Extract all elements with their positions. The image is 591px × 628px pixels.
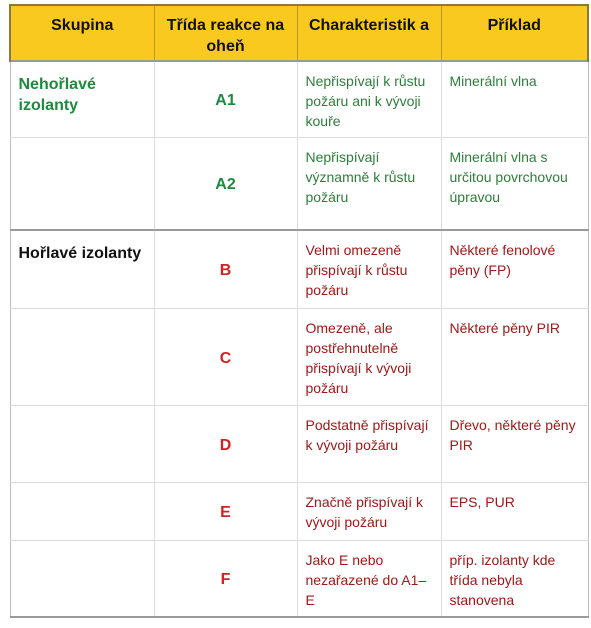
table-row [10,138,588,230]
characteristic-cell: Omezeně, ale postřehnutelně přispívají k vývoji požáru [297,309,441,406]
table-row [10,541,588,618]
table-row [10,230,588,309]
class-cell: A1 [154,61,297,138]
fire-reaction-table [9,4,589,618]
group-cell [10,483,154,541]
characteristic-cell: Značně přispívají k vývoji požáru [297,483,441,541]
group-cell [10,406,154,483]
example-cell: Některé pěny PIR [441,309,588,406]
table-header-row [10,5,588,61]
example-cell: Minerální vlna s určitou povrchovou úpravou [441,138,588,230]
characteristic-cell: Velmi omezeně přispívají k růstu požáru [297,230,441,309]
class-cell: D [154,406,297,483]
table-row [10,61,588,138]
characteristic-cell: Jako E nebo nezařazené do A1–E [297,541,441,618]
characteristic-cell: Podstatně přispívají k vývoji požáru [297,406,441,483]
class-cell: B [154,230,297,309]
characteristic-cell: Nepřispívají významně k růstu požáru [297,138,441,230]
class-cell: C [154,309,297,406]
header-class: Třída reakce na oheň [154,5,297,61]
group-cell: Nehořlavé izolanty [10,61,154,138]
table-row [10,406,588,483]
class-cell: F [154,541,297,618]
example-cell: Dřevo, některé pěny PIR [441,406,588,483]
header-example: Příklad [441,5,588,61]
class-cell: E [154,483,297,541]
header-group: Skupina [10,5,154,61]
group-cell [10,138,154,230]
header-characteristic: Charakteristik a [297,5,441,61]
example-cell: příp. izolanty kde třída nebyla stanovena [441,541,588,618]
table-row [10,483,588,541]
group-cell: Hořlavé izolanty [10,230,154,309]
example-cell: Minerální vlna [441,61,588,138]
group-cell [10,309,154,406]
group-cell [10,541,154,618]
characteristic-cell: Nepřispívají k růstu požáru ani k vývoji kouře [297,61,441,138]
class-cell: A2 [154,138,297,230]
table-row [10,309,588,406]
example-cell: Některé fenolové pěny (FP) [441,230,588,309]
example-cell: EPS, PUR [441,483,588,541]
